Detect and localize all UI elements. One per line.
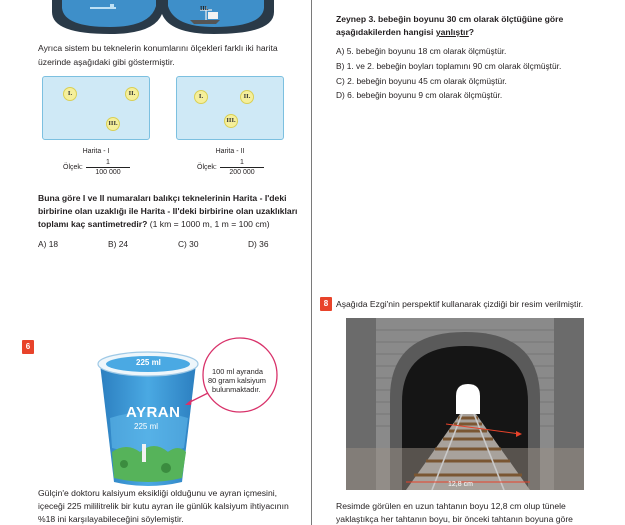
bottom-left-line-2: içeceği 225 mililitrelik bir kutu ayran ile günlük kalsiyum ihtiyacının xyxy=(38,501,289,511)
option-a[interactable]: A) 18 xyxy=(38,239,59,249)
tunnel-railway-image xyxy=(346,318,584,490)
map-1 xyxy=(42,76,150,140)
map-1-scale-fraction xyxy=(86,159,130,177)
map-1-scale-denominator: 100 000 xyxy=(86,167,130,177)
intro-line-1: Ayrıca sistem bu teknelerin konumlarını ölçekleri farklı iki harita xyxy=(38,43,278,53)
question-6-number: 6 xyxy=(22,340,34,354)
right-question-line-1: Zeynep 3. bebeğin boyunu 30 cm olarak ölçtüğüne göre xyxy=(336,14,564,24)
right-option-c[interactable]: C) 2. bebeğin boyunu 45 cm olarak ölçmüştür. xyxy=(336,76,507,86)
cup-volume: 225 ml xyxy=(134,422,159,431)
cup-top-label: 225 ml xyxy=(136,358,161,367)
question-8-text: Aşağıda Ezgi'nin perspektif kullanarak çizdiği bir resim verilmiştir. xyxy=(336,299,584,309)
right-question-line-2 xyxy=(336,26,474,39)
question-line-3-bold: toplamı kaç santimetredir? xyxy=(38,219,148,229)
bottom-right-line-2: yaklaştıkça her tahtanın boyu, bir önceki tahtanın boyuna göre xyxy=(336,514,573,524)
right-question-pre: aşağıdakilerden hangisi xyxy=(336,27,436,37)
map-1-pin-1: I. xyxy=(63,87,77,101)
option-c[interactable]: C) 30 xyxy=(178,239,199,249)
map-1-title: Harita - I xyxy=(82,148,110,155)
question-8-number: 8 xyxy=(320,297,332,311)
map-2-pin-2: II. xyxy=(240,90,254,104)
question-line-3-note: (1 km = 1000 m, 1 m = 100 cm) xyxy=(147,219,270,229)
map-1-pin-2: II. xyxy=(125,87,139,101)
bottom-left-line-1: Gülçin'e doktoru kalsiyum eksikliği olduğunu ve ayran içmesini, xyxy=(38,488,278,498)
map-1-pin-3: III. xyxy=(106,117,120,131)
column-divider xyxy=(311,0,312,525)
right-question-underlined: yanlıştır xyxy=(435,27,469,37)
map-2-pin-3: III. xyxy=(224,114,238,128)
cup-brand: AYRAN xyxy=(126,404,181,421)
bottom-right-line-1: Resimde görülen en uzun tahtanın boyu 12,8 cm olup tünele xyxy=(336,501,566,511)
binocular-image xyxy=(50,0,276,34)
right-question-post: ? xyxy=(468,27,475,37)
map-2-pin-1: I. xyxy=(194,90,208,104)
option-d[interactable]: D) 36 xyxy=(248,239,269,249)
right-option-a[interactable]: A) 5. bebeğin boyunu 18 cm olarak ölçmüştür. xyxy=(336,46,507,56)
intro-line-2: üzerinde aşağıdaki gibi göstermiştir. xyxy=(38,57,175,67)
callout-line-3: bulunmaktadır. xyxy=(212,385,261,394)
tunnel-measure-label: 12,8 cm xyxy=(448,481,473,488)
callout-line-1: 100 ml ayranda xyxy=(212,367,263,376)
right-option-d[interactable]: D) 6. bebeğin boyunu 9 cm olarak ölçmüştür. xyxy=(336,90,503,100)
option-b[interactable]: B) 24 xyxy=(108,239,129,249)
question-line-2: birbirine olan uzaklığı ile Harita - II'deki birbirine olan uzaklıkları xyxy=(38,206,298,216)
question-line-3 xyxy=(38,218,270,231)
map-1-scale-label: Ölçek: xyxy=(63,164,83,171)
right-option-b[interactable]: B) 1. ve 2. bebeğin boyları toplamını 90 cm olarak ölçmüştür. xyxy=(336,61,562,71)
map-2-scale-denominator: 200 000 xyxy=(220,167,264,177)
map-2-scale-label: Ölçek: xyxy=(197,164,217,171)
map-2-scale-fraction xyxy=(220,159,264,177)
callout-line-2: 80 gram kalsiyum xyxy=(208,376,266,385)
image-mark: III. xyxy=(200,6,209,12)
question-line-1: Buna göre I ve II numaraları balıkçı teknelerinin Harita - I'deki xyxy=(38,193,287,203)
map-2 xyxy=(176,76,284,140)
map-2-scale-numerator: 1 xyxy=(240,159,244,166)
map-1-scale-numerator: 1 xyxy=(106,159,110,166)
bottom-left-line-3: %18 ini karşılayabileceğini söylemiştir. xyxy=(38,514,184,524)
map-2-title: Harita - II xyxy=(215,148,245,155)
